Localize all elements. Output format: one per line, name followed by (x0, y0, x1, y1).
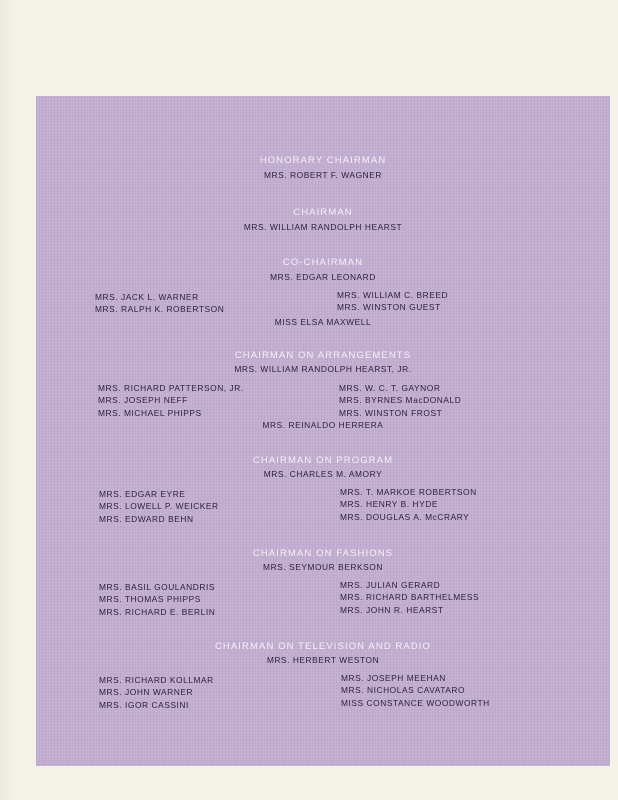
committee-member: MRS. RICHARD E. BERLIN (99, 606, 216, 617)
section-heading-arrangements: CHAIRMAN ON ARRANGEMENTS (234, 350, 412, 361)
television-radio-committee-left (99, 674, 339, 711)
committee-member: MRS. WINSTON FROST (339, 407, 443, 418)
committee-member: MRS. WILLIAM C. BREED (337, 290, 449, 300)
honorary-chairman-name: MRS. ROBERT F. WAGNER (264, 170, 382, 180)
committee-member: MRS. RALPH K. ROBERTSON (95, 304, 225, 315)
section-heading-chairman: CHAIRMAN (293, 207, 353, 218)
committee-member: MRS. BYRNES MacDONALD (339, 395, 462, 406)
committee-member: MRS. JULIAN GERARD (340, 580, 441, 590)
committee-member: MRS. JOHN R. HEARST (340, 604, 444, 615)
committee-member: MRS. W. C. T. GAYNOR (339, 383, 441, 393)
co-chairman-committee-left (95, 291, 335, 316)
section-heading-program: CHAIRMAN ON PROGRAM (252, 455, 394, 466)
committee-member: MRS. EDWARD BEHN (99, 513, 194, 524)
committee-member: MRS. NICHOLAS CAVATARO (341, 685, 466, 696)
committee-member: MRS. MICHAEL PHIPPS (98, 407, 202, 418)
program-committee-right (340, 486, 580, 523)
committee-member: MRS. WINSTON GUEST (337, 302, 441, 313)
television-radio-committee-right (341, 672, 581, 709)
section-heading-co-chairman: CO-CHAIRMAN (282, 257, 364, 268)
program-committee-left (99, 488, 339, 525)
committee-member: MRS. DOUGLAS A. McCRARY (340, 511, 470, 522)
arrangements-committee-right (339, 382, 579, 419)
television-radio-chairman-name: MRS. HERBERT WESTON (266, 655, 380, 665)
committee-member: MRS. RICHARD PATTERSON, JR. (98, 383, 244, 393)
committee-member: MRS. HENRY B. HYDE (340, 499, 439, 510)
committee-member: MRS. EDGAR EYRE (99, 489, 186, 499)
chairman-name: MRS. WILLIAM RANDOLPH HEARST (243, 222, 403, 232)
arrangements-chairman-name: MRS. WILLIAM RANDOLPH HEARST, JR. (234, 364, 412, 374)
arrangements-committee-footer: MRS. REINALDO HERRERA (262, 420, 384, 430)
committee-panel (36, 96, 610, 766)
arrangements-committee-left (98, 382, 338, 419)
fashions-committee-left (99, 581, 339, 618)
co-chairman-committee-footer: MISS ELSA MAXWELL (274, 317, 372, 327)
committee-member: MRS. BASIL GOULANDRIS (99, 582, 215, 592)
committee-member: MRS. JOSEPH MEEHAN (341, 673, 446, 683)
committee-member: MRS. JACK L. WARNER (95, 292, 199, 302)
program-chairman-name: MRS. CHARLES M. AMORY (263, 469, 383, 479)
section-heading-honorary-chairman: HONORARY CHAIRMAN (259, 155, 387, 166)
section-heading-fashions: CHAIRMAN ON FASHIONS (252, 548, 394, 559)
committee-member: MRS. RICHARD KOLLMAR (99, 675, 214, 685)
committee-member: MRS. JOSEPH NEFF (98, 395, 188, 406)
committee-member: MRS. IGOR CASSINI (99, 699, 189, 710)
committee-member: MRS. RICHARD BARTHELMESS (340, 592, 480, 603)
committee-member: MRS. JOHN WARNER (99, 687, 194, 698)
committee-member: MRS. T. MARKOE ROBERTSON (340, 487, 477, 497)
committee-member: MRS. THOMAS PHIPPS (99, 594, 201, 605)
section-heading-television-radio: CHAIRMAN ON TELEVISION AND RADIO (214, 641, 432, 652)
co-chairman-committee-right (337, 289, 577, 314)
committee-member: MISS CONSTANCE WOODWORTH (341, 697, 490, 708)
committee-member: MRS. LOWELL P. WEICKER (99, 501, 219, 512)
fashions-committee-right (340, 579, 580, 616)
fashions-chairman-name: MRS. SEYMOUR BERKSON (263, 562, 383, 572)
co-chairman-name: MRS. EDGAR LEONARD (270, 272, 376, 282)
